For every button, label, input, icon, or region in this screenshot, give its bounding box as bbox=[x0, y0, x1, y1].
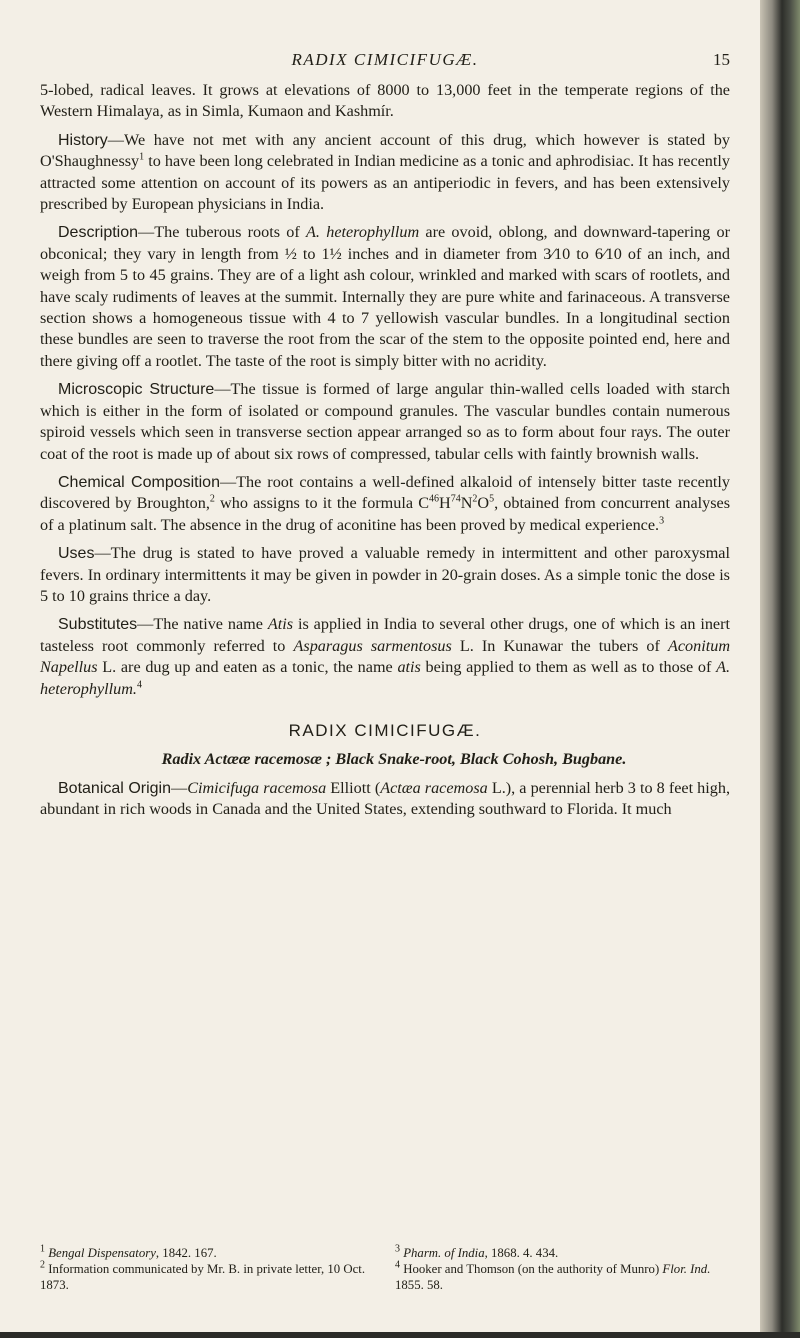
footnote-ref-3: 3 bbox=[659, 515, 665, 527]
continuation-paragraph: 5-lobed, radical leaves. It grows at elevations of 8000 to 13,000 feet in the temperate regions of the Western Himalaya, as in Simla, Kumaon and Kashmír. bbox=[40, 81, 730, 121]
history-paragraph bbox=[40, 130, 730, 216]
formula-o: 5 bbox=[489, 493, 495, 505]
substitutes-paragraph bbox=[40, 614, 730, 700]
description-paragraph bbox=[40, 222, 730, 372]
footnote-1-rest: , 1842. 167. bbox=[155, 1246, 217, 1260]
footnote-4-source: Flor. Ind. bbox=[662, 1262, 711, 1276]
formula-o-letter: O bbox=[477, 494, 490, 513]
footnote-4-rest: 1855. 58. bbox=[395, 1278, 443, 1292]
botanical-text-3: L.), a perennial herb 3 to 8 feet high, abundant in rich woods in Canada and the United States, extending southward to Florida. It much bbox=[40, 778, 731, 819]
description-text-1: —The tuberous roots of bbox=[138, 223, 307, 242]
botanical-paragraph bbox=[40, 778, 730, 821]
substitutes-text-1: —The native name bbox=[137, 615, 268, 634]
chemical-paragraph bbox=[40, 472, 730, 536]
botanical-species-2: Actæa racemosa bbox=[380, 778, 488, 797]
footnote-3 bbox=[395, 1245, 730, 1261]
footnotes-right bbox=[395, 1245, 730, 1293]
footnote-2 bbox=[40, 1261, 375, 1293]
uses-text: —The drug is stated to have proved a valuable remedy in intermittent and other paroxysmal fevers. In ordinary intermittents it may be given in powder in 20-grain doses. As a simple tonic the dose is 5 to 10 grains thrice a day. bbox=[40, 544, 730, 605]
footnote-4-number: 4 bbox=[395, 1259, 400, 1271]
formula-n: 2 bbox=[472, 493, 478, 505]
substitutes-text-4: L. are dug up and eaten as a tonic, the name bbox=[97, 658, 398, 677]
formula-h: 74 bbox=[450, 493, 461, 505]
uses-label: Uses bbox=[58, 545, 95, 563]
microscopic-paragraph bbox=[40, 379, 730, 465]
section-heading: RADIX CIMICIFUGÆ. bbox=[288, 720, 482, 740]
chemical-text-1: —The root contains a well-defined alkaloid of intensely bitter taste recently discovered by Broughton, bbox=[40, 472, 730, 513]
substitutes-label: Substitutes bbox=[58, 616, 138, 634]
description-text-2: are ovoid, oblong, and downward-tapering or obconical; they vary in length from ½ to 1½ inches and in diameter from 3⁄10 to 6⁄10 of an inch, and weigh from 5 to 45 grains. They are of a light ash colour, wrinkled and marked with scars of rootlets, and have scaly rudiments of leaves at the summit. Internally they are pure white and farinaceous. A transverse section shows a homogeneous tissue with 4 to 7 yellowish vascular bundles. In a longitudinal section these bundles are seen to traverse the root from the scar of the stem to the opposite pointed end, here and there giving off a rootlet. The taste of the root is simply bitter with no acridity. bbox=[40, 223, 730, 370]
formula-c: 46 bbox=[429, 493, 439, 505]
footnote-3-source: Pharm. of India bbox=[403, 1246, 485, 1260]
substitutes-species-3: A. heterophyllum. bbox=[40, 658, 730, 698]
scan-bottom-edge bbox=[0, 1332, 800, 1338]
history-text-1: —We have not met with any ancient account of this drug, which however is stated by O'Shaughnessy bbox=[40, 130, 730, 171]
footnote-1-source: Bengal Dispensatory bbox=[48, 1246, 156, 1260]
description-label: Description bbox=[58, 224, 139, 242]
substitutes-text-3: L. In Kunawar the tubers of bbox=[451, 636, 668, 655]
botanical-label: Botanical Origin bbox=[58, 779, 171, 797]
substitutes-text-5: being applied to them as well as to those of bbox=[420, 658, 717, 677]
substitutes-species-1: Asparagus sarmentosus bbox=[293, 636, 452, 655]
footnote-4-text: Hooker and Thomson (on the authority of Munro) bbox=[403, 1262, 663, 1276]
chemical-text-2: who assigns to it the formula C bbox=[214, 494, 429, 513]
page-header bbox=[40, 50, 730, 76]
description-species: A. heterophyllum bbox=[306, 223, 420, 242]
footnote-1-number: 1 bbox=[40, 1243, 45, 1255]
botanical-text-1: — bbox=[171, 778, 188, 797]
book-spine-edge bbox=[760, 0, 800, 1338]
footnote-2-text: Information communicated by Mr. B. in private letter, 10 Oct. 1873. bbox=[40, 1262, 366, 1292]
page-number: 15 bbox=[713, 50, 730, 69]
microscopic-text: —The tissue is formed of large angular thin-walled cells loaded with starch which is either in the form of isolated or compound granules. The vascular bundles contain numerous spiroid vessels which seen in transverse section appear arranged so as to form about four rays. The outer coat of the root is made up of about six rows of compressed, tabular cells with faintly brownish walls. bbox=[40, 380, 730, 463]
body-text bbox=[40, 80, 730, 828]
running-head: RADIX CIMICIFUGÆ. bbox=[291, 50, 479, 69]
substitutes-name-1: Atis bbox=[267, 615, 294, 634]
footnotes-left bbox=[40, 1245, 375, 1293]
uses-paragraph bbox=[40, 543, 730, 607]
chemical-label: Chemical Composition bbox=[58, 473, 220, 491]
section-synonyms: Radix Actææ racemosæ ; Black Snake-root, Black Cohosh, Bugbane. bbox=[161, 750, 627, 769]
formula-n-letter: N bbox=[460, 494, 473, 513]
substitutes-text-2: is applied in India to several other drugs, one of which is an inert tasteless root commonly referred to bbox=[40, 615, 730, 655]
footnote-ref-2: 2 bbox=[209, 493, 215, 505]
history-label: History bbox=[58, 131, 108, 149]
footnote-3-number: 3 bbox=[395, 1243, 400, 1255]
botanical-species-1: Cimicifuga racemosa bbox=[187, 778, 327, 797]
substitutes-species-2: Aconitum Napellus bbox=[40, 636, 731, 677]
footnote-4 bbox=[395, 1261, 730, 1293]
formula-h-letter: H bbox=[439, 494, 451, 513]
microscopic-label: Microscopic Structure bbox=[58, 381, 215, 399]
footnote-1 bbox=[40, 1245, 375, 1261]
footnote-ref-4: 4 bbox=[136, 679, 142, 691]
footnotes bbox=[40, 1245, 730, 1293]
footnote-3-rest: , 1868. 4. 434. bbox=[484, 1246, 559, 1260]
chemical-text-3: , obtained from concurrent analyses of a platinum salt. The absence in the drug of aconitine has been proved by medical experience. bbox=[40, 494, 730, 534]
footnote-2-number: 2 bbox=[40, 1259, 45, 1271]
substitutes-name-2: atis bbox=[397, 658, 421, 677]
botanical-text-2: Elliott ( bbox=[326, 778, 381, 797]
history-text-2: to have been long celebrated in Indian medicine as a tonic and aphrodisiac. It has recently attracted some attention on account of its powers as an antiperiodic in fevers, and has been extensively prescribed by European physicians in India. bbox=[40, 152, 730, 214]
footnote-ref-1: 1 bbox=[139, 151, 145, 163]
